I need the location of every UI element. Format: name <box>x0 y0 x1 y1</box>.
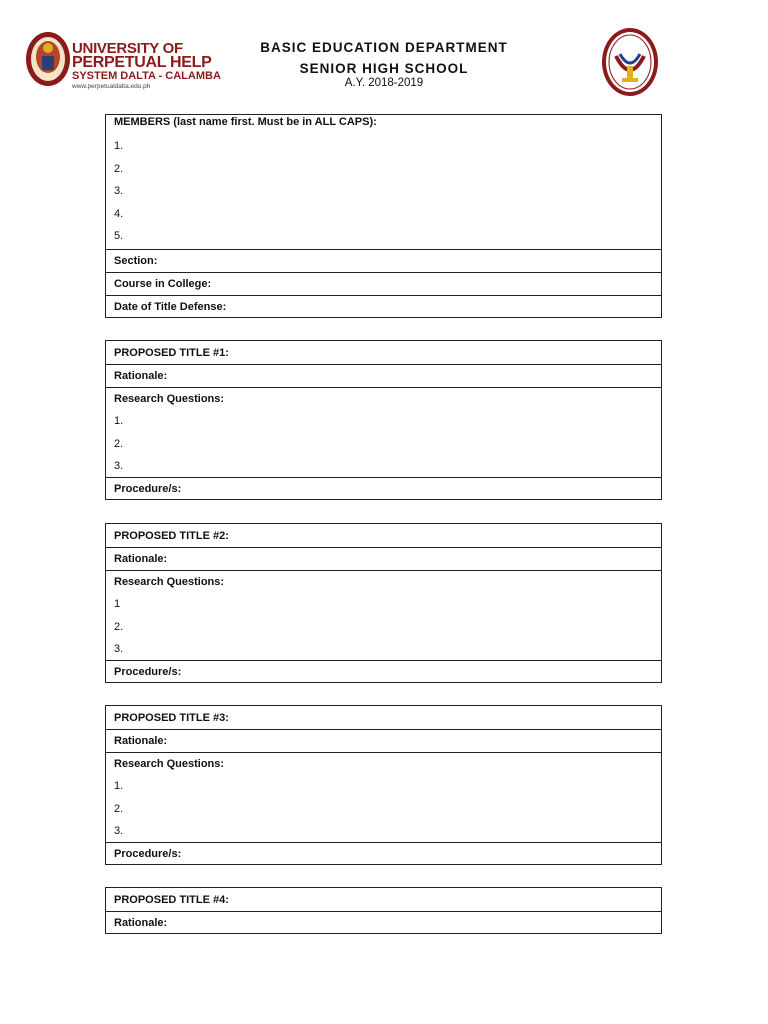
question-number: 1. <box>114 780 124 792</box>
members-block <box>106 115 661 249</box>
research-questions-label: Research Questions: <box>114 576 225 588</box>
defense-date-field: Date of Title Defense: <box>106 295 661 317</box>
rationale-field: Rationale: <box>106 911 661 933</box>
rationale-field: Rationale: <box>106 547 661 570</box>
proposed-title-field: PROPOSED TITLE #1: <box>114 346 229 359</box>
proposed-title-field: PROPOSED TITLE #4: <box>114 893 229 906</box>
question-number: 1. <box>114 415 124 427</box>
university-logo <box>24 30 221 94</box>
member-number: 2. <box>114 162 124 175</box>
question-number: 1 <box>114 598 121 610</box>
question-number: 2. <box>114 620 124 633</box>
research-questions-block <box>106 570 661 660</box>
question-number: 2. <box>114 437 124 450</box>
proposal-box-2 <box>105 523 662 683</box>
procedure-field: Procedure/s: <box>106 842 661 864</box>
procedure-field: Procedure/s: <box>106 660 661 682</box>
member-number: 5. <box>114 230 124 242</box>
rationale-field: Rationale: <box>106 729 661 752</box>
research-questions-label: Research Questions: <box>114 758 225 770</box>
research-questions-block <box>106 752 661 842</box>
university-seal-icon <box>24 30 72 88</box>
question-number: 3. <box>114 643 124 655</box>
procedure-field: Procedure/s: <box>106 477 661 499</box>
member-number: 1. <box>114 140 124 152</box>
research-questions-block <box>106 387 661 477</box>
academic-year: A.Y. 2018-2019 <box>344 77 424 89</box>
question-number: 3. <box>114 460 124 472</box>
page-header <box>0 0 768 110</box>
member-number: 3. <box>114 185 124 197</box>
department-title: BASIC EDUCATION DEPARTMENT <box>260 40 508 55</box>
section-field: Section: <box>106 249 661 272</box>
research-questions-label: Research Questions: <box>114 393 225 405</box>
members-label: MEMBERS (last name first. Must be in ALL CAPS): <box>114 116 377 128</box>
question-number: 2. <box>114 802 124 815</box>
course-field: Course in College: <box>106 272 661 295</box>
logo-text-line2: PERPETUAL HELP <box>72 54 212 71</box>
senior-high-school-seal-icon <box>600 26 660 98</box>
rationale-field: Rationale: <box>106 364 661 387</box>
proposed-title-field: PROPOSED TITLE #2: <box>114 529 229 542</box>
school-title: SENIOR HIGH SCHOOL <box>299 61 469 76</box>
question-number: 3. <box>114 825 124 837</box>
proposal-box-3 <box>105 705 662 865</box>
proposed-title-field: PROPOSED TITLE #3: <box>114 711 229 724</box>
logo-text-line3: SYSTEM DALTA - CALAMBA <box>72 70 221 82</box>
member-number: 4. <box>114 207 124 220</box>
logo-website: www.perpetualdalta.edu.ph <box>72 83 151 90</box>
logo-text-line1: UNIVERSITY OF <box>72 40 183 57</box>
proposal-box-1 <box>105 340 662 500</box>
proposal-box-4 <box>105 887 662 934</box>
members-box <box>105 114 662 318</box>
